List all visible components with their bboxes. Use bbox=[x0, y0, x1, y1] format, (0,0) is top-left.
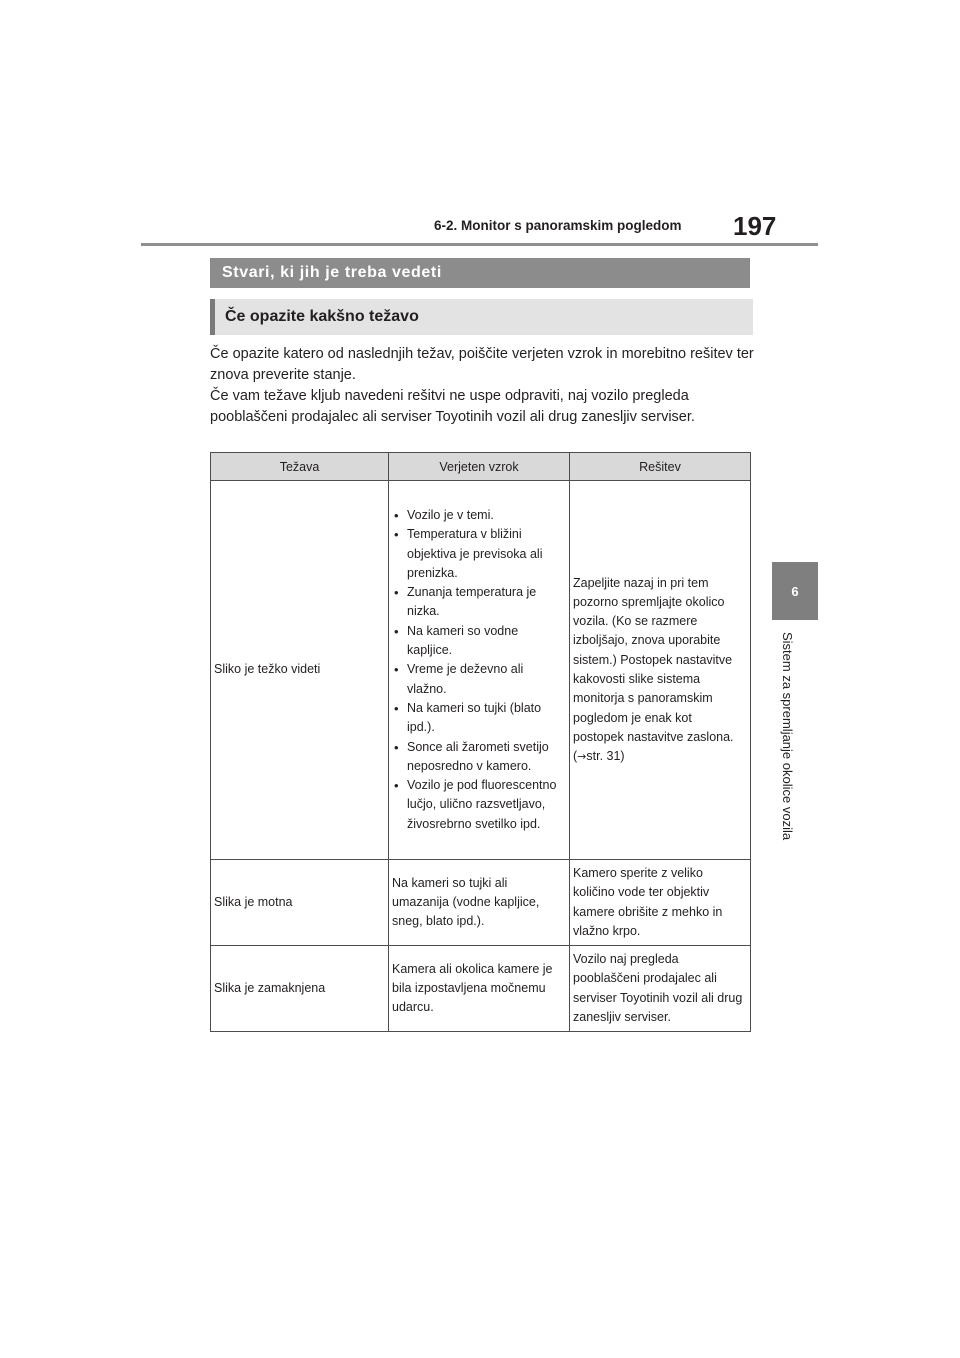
list-item: • Na kameri so tujki (blato ipd.). bbox=[392, 699, 565, 738]
troubleshooting-table bbox=[210, 452, 751, 1032]
subsection-title: Če opazite kakšno težavo bbox=[225, 308, 419, 325]
page-number: 197 bbox=[733, 211, 777, 241]
solution-cell: Vozilo naj pregleda pooblaščeni prodajalec ali serviser Toyotinih vozil ali drug zanesljiv serviser. bbox=[570, 946, 751, 1032]
list-item: • Vozilo je pod fluorescentno lučjo, ulično razsvetljavo, živosrebrno svetilko ipd. bbox=[392, 776, 565, 834]
problem-cell: Slika je motna bbox=[211, 860, 389, 946]
list-item: • Temperatura v bližini objektiva je previsoka ali prenizka. bbox=[392, 525, 565, 583]
problem-cell: Sliko je težko videti bbox=[211, 481, 389, 860]
solution-text: Zapeljite nazaj in pri tem pozorno spremljajte okolico vozila. (Ko se razmere izboljšajo, znova uporabite sistem.) Postopek nastavitve kakovosti slike sistema monitorja s panoramskim pogledom je enak kot postopek nastavitve zaslona. ( bbox=[573, 575, 734, 764]
page-reference-arrow: → bbox=[577, 750, 587, 764]
list-item: • Na kameri so vodne kapljice. bbox=[392, 622, 565, 661]
list-item: • Sonce ali žarometi svetijo neposredno v kamero. bbox=[392, 738, 565, 777]
header-divider bbox=[141, 243, 818, 246]
intro-paragraph: Če opazite katero od naslednjih težav, poiščite verjeten vzrok in morebitno rešitev ter znova preverite stanje. bbox=[210, 346, 754, 383]
solution-cell: Kamero sperite z veliko količino vode ter objektiv kamere obrišite z mehko in vlažno krpo. bbox=[570, 860, 751, 946]
header-solution: Rešitev bbox=[570, 453, 751, 481]
cause-list bbox=[392, 506, 565, 834]
header-cause: Verjeten vzrok bbox=[389, 453, 570, 481]
list-item: • Zunanja temperatura je nizka. bbox=[392, 583, 565, 622]
chapter-side-label: Sistem za spremljanje okolice vozila bbox=[780, 632, 795, 841]
cause-cell bbox=[389, 481, 570, 860]
chapter-tab bbox=[772, 562, 818, 620]
table-row bbox=[211, 481, 751, 860]
header-problem: Težava bbox=[211, 453, 389, 481]
dealer-paragraph: Če vam težave kljub navedeni rešitvi ne uspe odpraviti, naj vozilo pregleda pooblaščeni prodajalec ali serviser Toyotinih vozil ali drug zanesljiv serviser. bbox=[210, 388, 695, 425]
section-title: Stvari, ki jih je treba vedeti bbox=[222, 264, 442, 281]
chapter-tab-number: 6 bbox=[791, 583, 799, 599]
list-item: • Vreme je deževno ali vlažno. bbox=[392, 660, 565, 699]
table-row bbox=[211, 946, 751, 1032]
list-item: • Vozilo je v temi. bbox=[392, 506, 565, 525]
solution-cell bbox=[570, 481, 751, 860]
cause-cell: Na kameri so tujki ali umazanija (vodne kapljice, sneg, blato ipd.). bbox=[389, 860, 570, 946]
subsection-heading-bar bbox=[210, 299, 753, 335]
chapter-header-title: 6-2. Monitor s panoramskim pogledom bbox=[434, 218, 682, 233]
table-header-row bbox=[211, 453, 751, 481]
problem-cell: Slika je zamaknjena bbox=[211, 946, 389, 1032]
cause-cell: Kamera ali okolica kamere je bila izpostavljena močnemu udarcu. bbox=[389, 946, 570, 1032]
table-row bbox=[211, 860, 751, 946]
section-heading-bar bbox=[210, 258, 750, 288]
page-reference: str. 31) bbox=[586, 749, 625, 764]
